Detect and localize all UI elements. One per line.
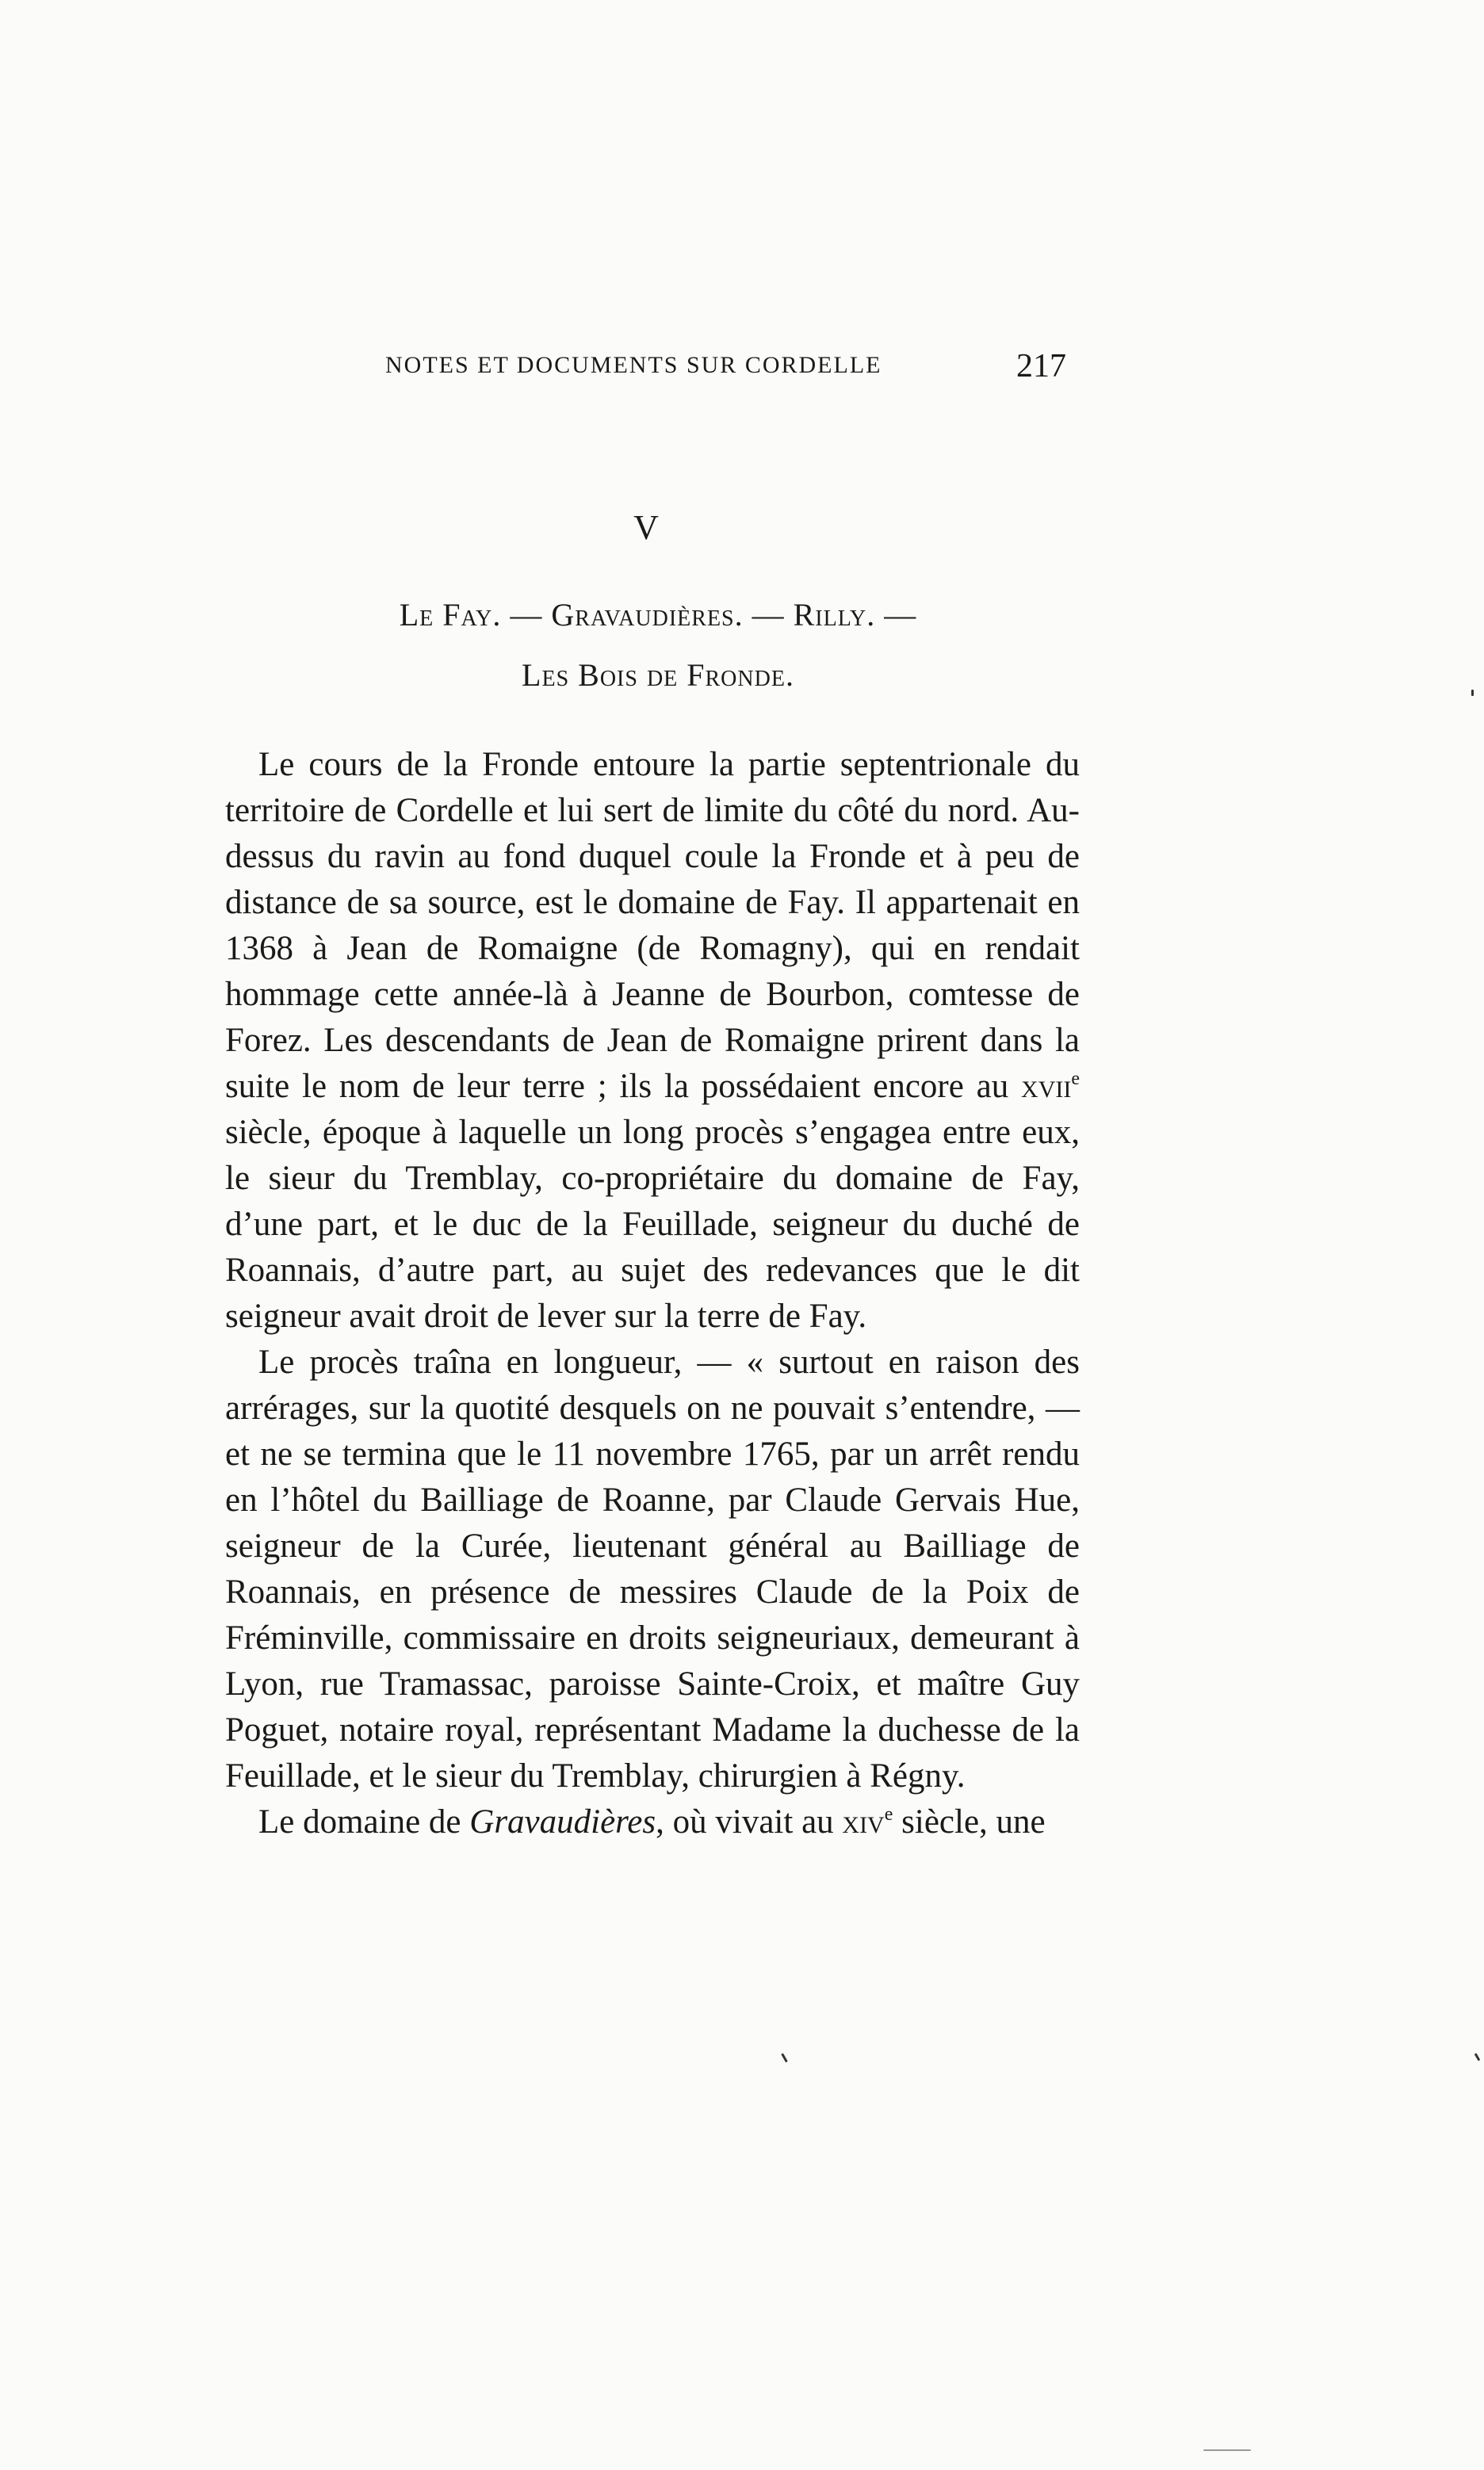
century-xiv-sup: e <box>884 1804 893 1825</box>
scan-speck <box>1474 2053 1481 2061</box>
paragraph-3-text-a: Le domaine de <box>258 1803 470 1841</box>
scan-speck <box>1471 690 1474 696</box>
section-title-line-1: Le Fay. — Gravaudières. — Rilly. — <box>399 597 917 633</box>
body-text <box>225 742 1080 1845</box>
century-xiv: xiv <box>842 1803 885 1841</box>
paragraph-1-text-b: siècle, époque à laquelle un long procès s’engagea entre eux, le sieur du Tremblay, co-propriétaire du domaine de Fay, d’une part, et le duc de la Feuillade, seigneur du duché de Roannais, d’autre part, au sujet des redevances que le dit seigneur avait droit de lever sur la terre de Fay. <box>225 1114 1080 1335</box>
paragraph-3 <box>225 1799 1080 1845</box>
paragraph-1 <box>225 742 1080 1340</box>
section-title-line-2: Les Bois de Fronde. <box>522 657 794 693</box>
paragraph-3-text-c: siècle, une <box>893 1803 1046 1841</box>
running-head: NOTES ET DOCUMENTS SUR CORDELLE <box>385 352 882 378</box>
paragraph-3-text-b: , où vivait au <box>656 1803 843 1841</box>
page-number: 217 <box>1016 348 1066 384</box>
paragraph-2: Le procès traîna en longueur, — « surtout en raison des arrérages, sur la quotité desquels on ne pouvait s’entendre, — et ne se termina que le 11 novembre 1765, par un arrêt rendu en l’hôtel du Bailliage de Roanne, par Claude Gervais Hue, seigneur de la Curée, lieutenant général au Bailliage de Roannais, en présence de messires Claude de la Poix de Fréminville, commissaire en droits seigneuriaux, demeurant à Lyon, rue Tramassac, paroisse Sainte-Croix, et maître Guy Poguet, notaire royal, représentant Madame la duchesse de la Feuillade, et le sieur du Tremblay, chirurgien à Régny. <box>225 1344 1080 1795</box>
century-xvii-sup: e <box>1071 1069 1080 1089</box>
place-name-gravaudieres: Gravaudières <box>469 1803 656 1841</box>
scan-speck <box>1203 2449 1251 2451</box>
section-number: V <box>633 508 659 547</box>
paragraph-1-text-a: Le cours de la Fronde entoure la partie septentrionale du territoire de Cordelle et lui sert de limite du côté du nord. Au-dessus du ravin au fond duquel coule la Fronde et à peu de distance de sa source, est le domaine de Fay. Il appartenait en 1368 à Jean de Romaigne (de Romagny), qui en rendait hommage cette année-là à Jeanne de Bourbon, comtesse de Forez. Les descendants de Jean de Romaigne prirent dans la suite le nom de leur terre ; ils la possédaient encore au <box>225 746 1080 1105</box>
century-xvii: xvii <box>1021 1068 1072 1105</box>
scan-speck <box>781 2053 788 2063</box>
